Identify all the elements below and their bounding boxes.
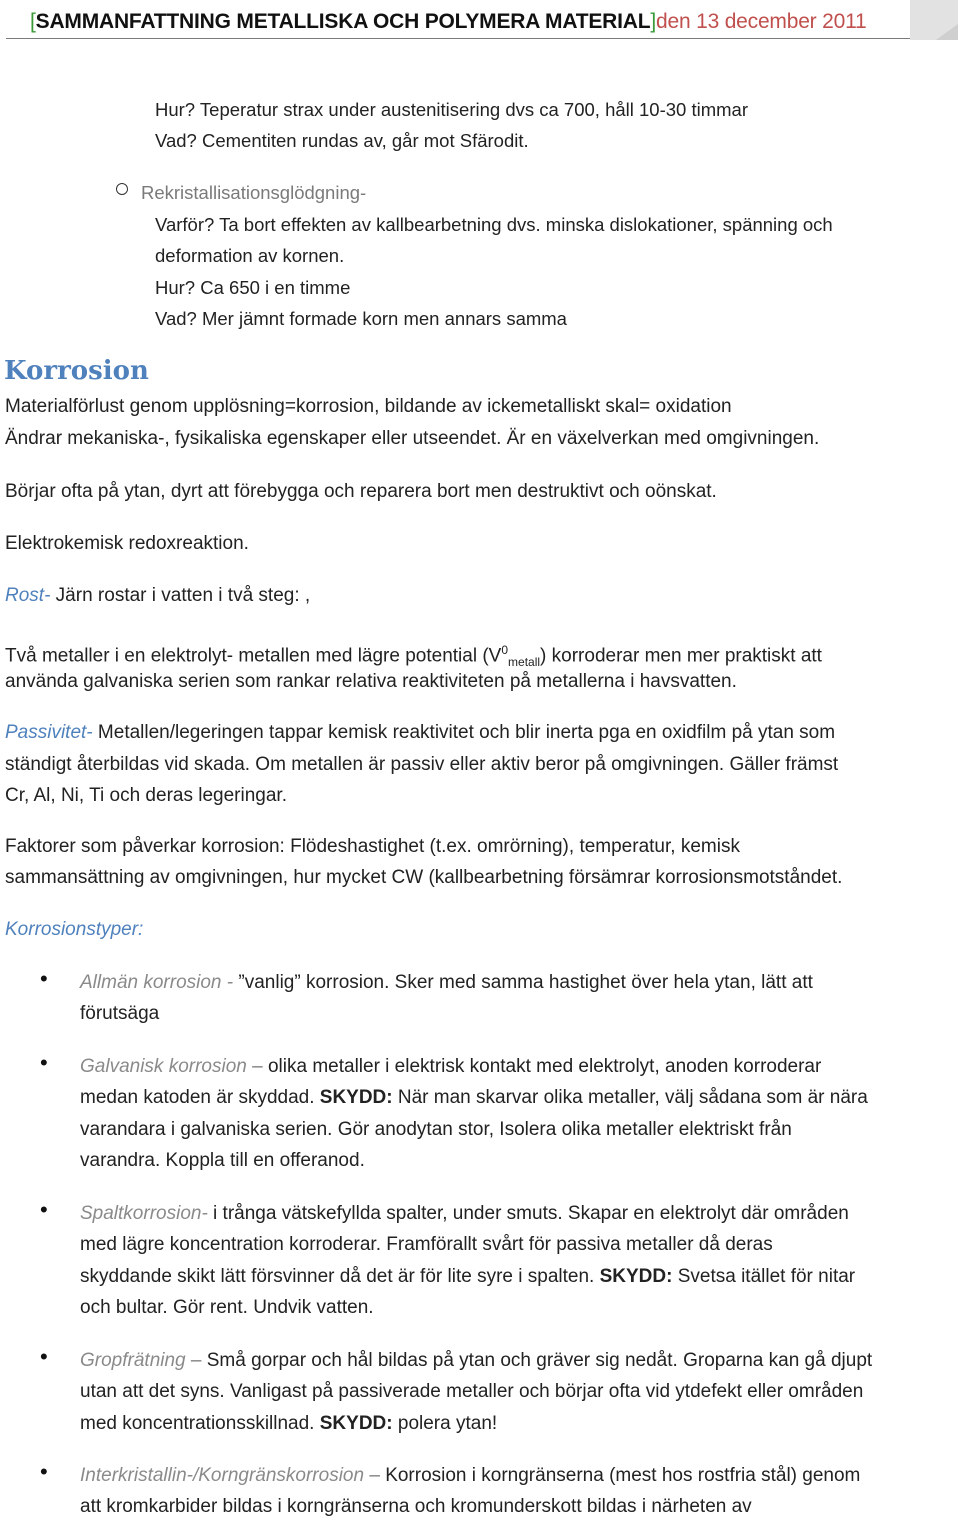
list-line: med lägre koncentration korroderar. Framförallt svårt för passiva metaller då deras xyxy=(80,1234,773,1255)
galv-label: Galvanisk korrosion xyxy=(80,1056,247,1077)
grop-text: polera ytan! xyxy=(392,1413,498,1434)
header-rule xyxy=(6,38,956,39)
galv-text: När man skarvar olika metaller, välj sådana som är nära xyxy=(392,1087,868,1108)
list-line: varandra. Koppla till en offeranod. xyxy=(80,1150,365,1171)
circle-bullet-icon xyxy=(116,183,128,195)
bullet-icon: • xyxy=(40,966,48,991)
paragraph-line: sammansättning av omgivningen, hur mycket CW (kallbearbetning försämrar korrosionsmotståndet. xyxy=(5,867,843,888)
paragraph-line: Materialförlust genom upplösning=korrosion, bildande av ickemetalliskt skal= oxidation xyxy=(5,396,732,417)
subscript: metall xyxy=(508,655,541,670)
header-main-title: SAMMANFATTNING METALLISKA OCH POLYMERA MATERIAL xyxy=(35,10,651,33)
text-line: Hur? Teperatur strax under austenitisering dvs ca 700, håll 10-30 timmar xyxy=(155,99,748,120)
grop-text: Små gorpar och hål bildas på ytan och gräver sig nedåt. Groparna kan gå djupt xyxy=(206,1350,873,1371)
inter-text: Korrosion i korngränserna (mest hos rostfria stål) genom xyxy=(385,1465,861,1486)
rost-label: Rost- xyxy=(5,585,51,606)
allman-line xyxy=(80,967,813,999)
header-title xyxy=(30,10,866,34)
bullet-icon: • xyxy=(40,1344,48,1369)
grop-label: Gropfrätning xyxy=(80,1350,186,1371)
paragraph-line: Elektrokemisk redoxreaktion. xyxy=(5,533,249,554)
text-line: Hur? Ca 650 i en timme xyxy=(155,277,351,298)
dash: – xyxy=(246,1056,268,1077)
rost-line xyxy=(5,580,310,612)
galv-line xyxy=(80,1051,821,1083)
grop-line-3 xyxy=(80,1408,497,1440)
paragraph-line: Faktorer som påverkar korrosion: Flödeshastighet (t.ex. omrörning), temperatur, kemisk xyxy=(5,836,740,857)
korrosionstyper-heading: Korrosionstyper: xyxy=(5,919,144,940)
grop-line xyxy=(80,1345,872,1377)
spalt-text: Svetsa itället för nitar xyxy=(672,1266,856,1287)
passivitet-label: Passivitet- xyxy=(5,722,93,743)
bullet-icon: • xyxy=(40,1197,48,1222)
inter-label: Interkristallin-/Korngränskorrosion xyxy=(80,1465,365,1486)
superscript: 0 xyxy=(501,643,509,657)
list-line: att kromkarbider bildas i korngränserna och kromunderskott bildas i närheten av xyxy=(80,1496,752,1517)
list-line: varandara i galvaniska serien. Gör anodytan stor, Isolera olika metaller elektriskt från xyxy=(80,1119,792,1140)
grop-text: med koncentrationsskillnad. xyxy=(80,1413,320,1434)
galv-text: olika metaller i elektrisk kontakt med elektrolyt, anoden korroderar xyxy=(267,1056,822,1077)
galv-text: medan katoden är skyddad. xyxy=(80,1087,320,1108)
two-metals-text-a: Två metaller i en elektrolyt- metallen med lägre potential (V xyxy=(5,645,502,667)
two-metals-text-b: ) korroderar men mer praktiskt att xyxy=(540,645,822,667)
allman-label: Allmän korrosion - xyxy=(80,972,239,993)
korrosion-heading: Korrosion xyxy=(4,356,149,386)
list-line: och bultar. Gör rent. Undvik vatten. xyxy=(80,1297,374,1318)
paragraph-line: ständigt återbildas vid skada. Om metallen är passiv eller aktiv beror på omgivningen. Gäller främst xyxy=(5,754,839,775)
paragraph-line: använda galvaniska serien som rankar relativa reaktiviteten på metallerna i havsvatten. xyxy=(5,671,737,692)
bullet-icon: • xyxy=(40,1459,48,1484)
spalt-label: Spaltkorrosion- xyxy=(80,1203,208,1224)
spalt-text: skyddande skikt lätt försvinner då det är för lite syre i spalten. xyxy=(80,1266,600,1287)
list-line: utan att det syns. Vanligast på passiverade metaller och börjar ofta vid ytdefekt eller områden xyxy=(80,1381,864,1402)
passivitet-text: Metallen/legeringen tappar kemisk reaktivitet och blir inerta pga en oxidfilm på ytan som xyxy=(92,722,836,743)
page-corner-decoration xyxy=(910,0,958,40)
dash: – xyxy=(185,1350,207,1371)
spalt-line xyxy=(80,1198,849,1230)
paragraph-line: Ändrar mekaniska-, fysikaliska egenskaper eller utseendet. Är en växelverkan med omgivningen. xyxy=(5,428,820,449)
header-date: den 13 december 2011 xyxy=(656,10,867,33)
paragraph-line: Börjar ofta på ytan, dyrt att förebygga och reparera bort men destruktivt och oönskat. xyxy=(5,481,717,502)
allman-text: ”vanlig” korrosion. Sker med samma hastighet över hela ytan, lätt att xyxy=(238,972,813,993)
text-line: Varför? Ta bort effekten av kallbearbetning dvs. minska dislokationer, spänning och xyxy=(155,214,833,235)
dash: – xyxy=(364,1465,386,1486)
text-line: deformation av kornen. xyxy=(155,245,345,266)
spalt-text: i trånga vätskefyllda spalter, under smuts. Skapar en elektrolyt där områden xyxy=(207,1203,849,1224)
galv-line-2 xyxy=(80,1082,868,1114)
skydd-label: SKYDD: xyxy=(319,1087,393,1108)
header-bracket-open: [ xyxy=(30,10,36,33)
passivitet-line xyxy=(5,717,835,749)
rost-text: Järn rostar i vatten i två steg: , xyxy=(50,585,311,606)
paragraph-line: Cr, Al, Ni, Ti och deras legeringar. xyxy=(5,785,287,806)
header-bracket-close: ] xyxy=(650,10,657,33)
rekristallisation-title: Rekristallisationsglödgning- xyxy=(141,182,367,203)
list-line: förutsäga xyxy=(80,1003,160,1024)
spalt-line-3 xyxy=(80,1261,855,1293)
skydd-label: SKYDD: xyxy=(319,1413,393,1434)
skydd-label: SKYDD: xyxy=(599,1266,673,1287)
bullet-icon: • xyxy=(40,1050,48,1075)
inter-line xyxy=(80,1460,860,1492)
text-line: Vad? Mer jämnt formade korn men annars samma xyxy=(155,308,567,329)
page-header xyxy=(6,8,956,40)
text-line: Vad? Cementiten rundas av, går mot Sfärodit. xyxy=(155,130,529,151)
